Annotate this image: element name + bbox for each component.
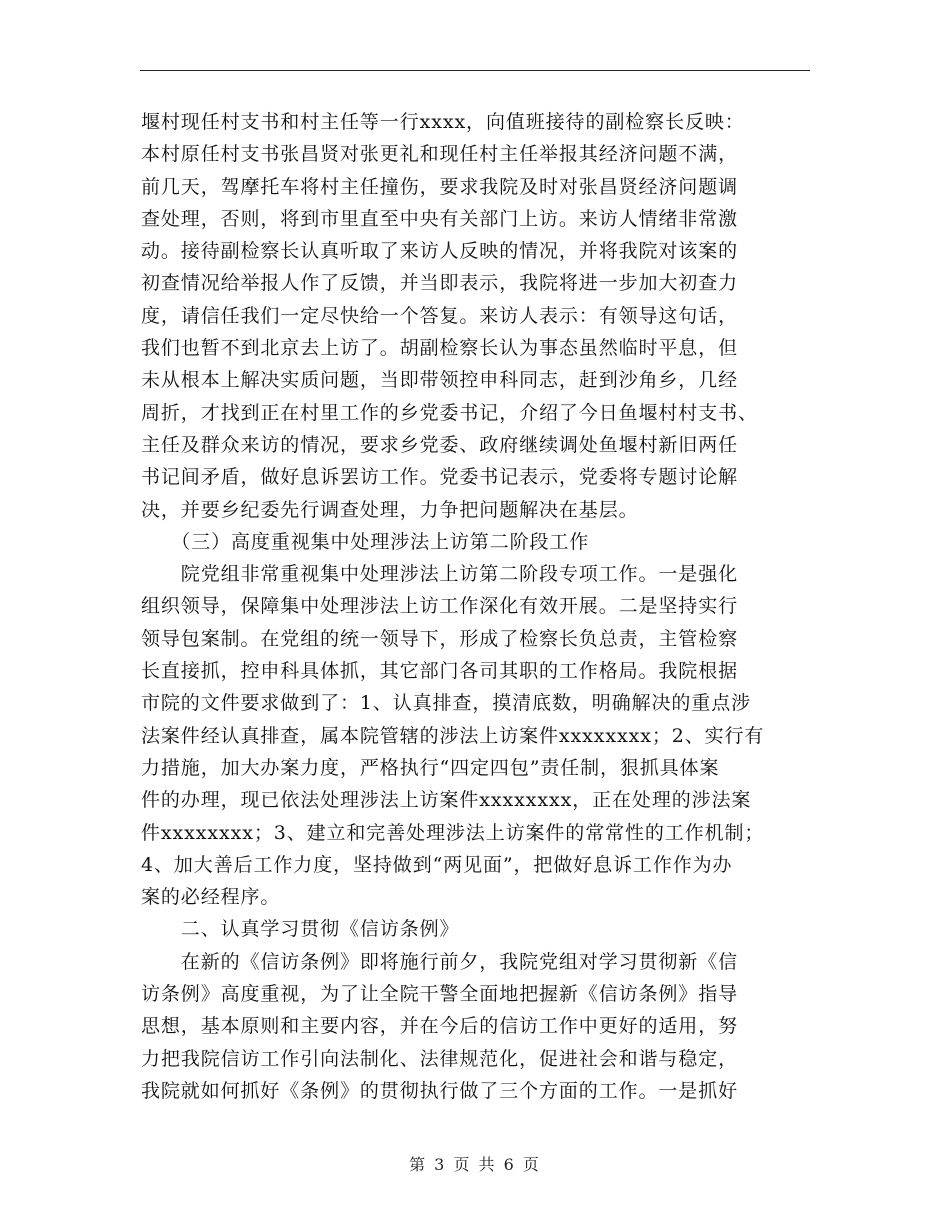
text-line: 组织领导，保障集中处理涉法上访工作深化有效开展。二是坚持实行 <box>141 595 739 618</box>
text-line: 初查情况给举报人作了反馈，并当即表示，我院将进一步加大初查力 <box>141 272 739 295</box>
text-line: 力措施，加大办案力度，严格执行“四定四包”责任制，狠抓具体案 <box>141 756 720 779</box>
page-footer: 第 3 页 共 6 页 <box>409 1155 541 1174</box>
text-line: 前几天，驾摩托车将村主任撞伤，要求我院及时对张昌贤经济问题调 <box>141 175 739 198</box>
body-text <box>141 106 811 1107</box>
text-line: 主任及群众来访的情况，要求乡党委、政府继续调处鱼堰村新旧两任 <box>141 433 739 456</box>
text-line: 堰村现任村支书和村主任等一行xxxx，向值班接待的副检察长反映： <box>141 111 745 133</box>
text-line: 访条例》高度重视，为了让全院干警全面地把握新《信访条例》指导 <box>141 983 739 1006</box>
text-line: 在新的《信访条例》即将施行前夕，我院党组对学习贯彻新《信 <box>141 950 739 973</box>
text-line: 我院就如何抓好《条例》的贯彻执行做了三个方面的工作。一是抓好 <box>141 1079 739 1102</box>
header-rule <box>140 70 810 71</box>
text-line: 本村原任村支书张昌贤对张更礼和现任村主任举报其经济问题不满， <box>141 143 739 166</box>
text-line: 力把我院信访工作引向法制化、法律规范化，促进社会和谐与稳定， <box>141 1047 739 1070</box>
text-line: 二、认真学习贯彻《信访条例》 <box>141 918 460 941</box>
text-line: 决，并要乡纪委先行调查处理，力争把问题解决在基层。 <box>141 498 639 521</box>
text-line: 院党组非常重视集中处理涉法上访第二阶段专项工作。一是强化 <box>141 563 739 586</box>
text-line: 领导包案制。在党组的统一领导下，形成了检察长负总责，主管检察 <box>141 627 739 650</box>
text-line: 查处理，否则，将到市里直至中央有关部门上访。来访人情绪非常激 <box>141 207 739 230</box>
text-line: 我们也暂不到北京去上访了。胡副检察长认为事态虽然临时平息，但 <box>141 337 739 360</box>
text-line: 件的办理，现已依法处理涉法上访案件xxxxxxxx，正在处理的涉法案 <box>141 789 752 812</box>
text-line: 案的必经程序。 <box>141 886 281 909</box>
text-line: 思想，基本原则和主要内容，并在今后的信访工作中更好的适用，努 <box>141 1015 739 1038</box>
text-line: 度，请信任我们一定尽快给一个答复。来访人表示：有领导这句话， <box>141 304 739 327</box>
text-line: 法案件经认真排查，属本院管辖的涉法上访案件xxxxxxxx；2、实行有 <box>141 724 765 747</box>
text-line: 件xxxxxxxx；3、建立和完善处理涉法上访案件的常常性的工作机制； <box>141 821 765 844</box>
text-line: 长直接抓，控申科具体抓，其它部门各司其职的工作格局。我院根据 <box>141 660 739 683</box>
text-line: 未从根本上解决实质问题，当即带领控申科同志，赶到沙角乡，几经 <box>141 369 739 392</box>
text-line: 动。接待副检察长认真听取了来访人反映的情况，并将我院对该案的 <box>141 240 739 263</box>
text-line: （三）高度重视集中处理涉法上访第二阶段工作 <box>141 530 590 553</box>
text-line: 4、加大善后工作力度，坚持做到“两见面”，把做好息诉工作作为办 <box>141 853 733 876</box>
text-line: 书记间矛盾，做好息诉罢访工作。党委书记表示，党委将专题讨论解 <box>141 466 739 489</box>
text-line: 市院的文件要求做到了：1、认真排查，摸清底数，明确解决的重点涉 <box>141 692 751 715</box>
text-line: 周折，才找到正在村里工作的乡党委书记，介绍了今日鱼堰村村支书、 <box>141 401 758 424</box>
